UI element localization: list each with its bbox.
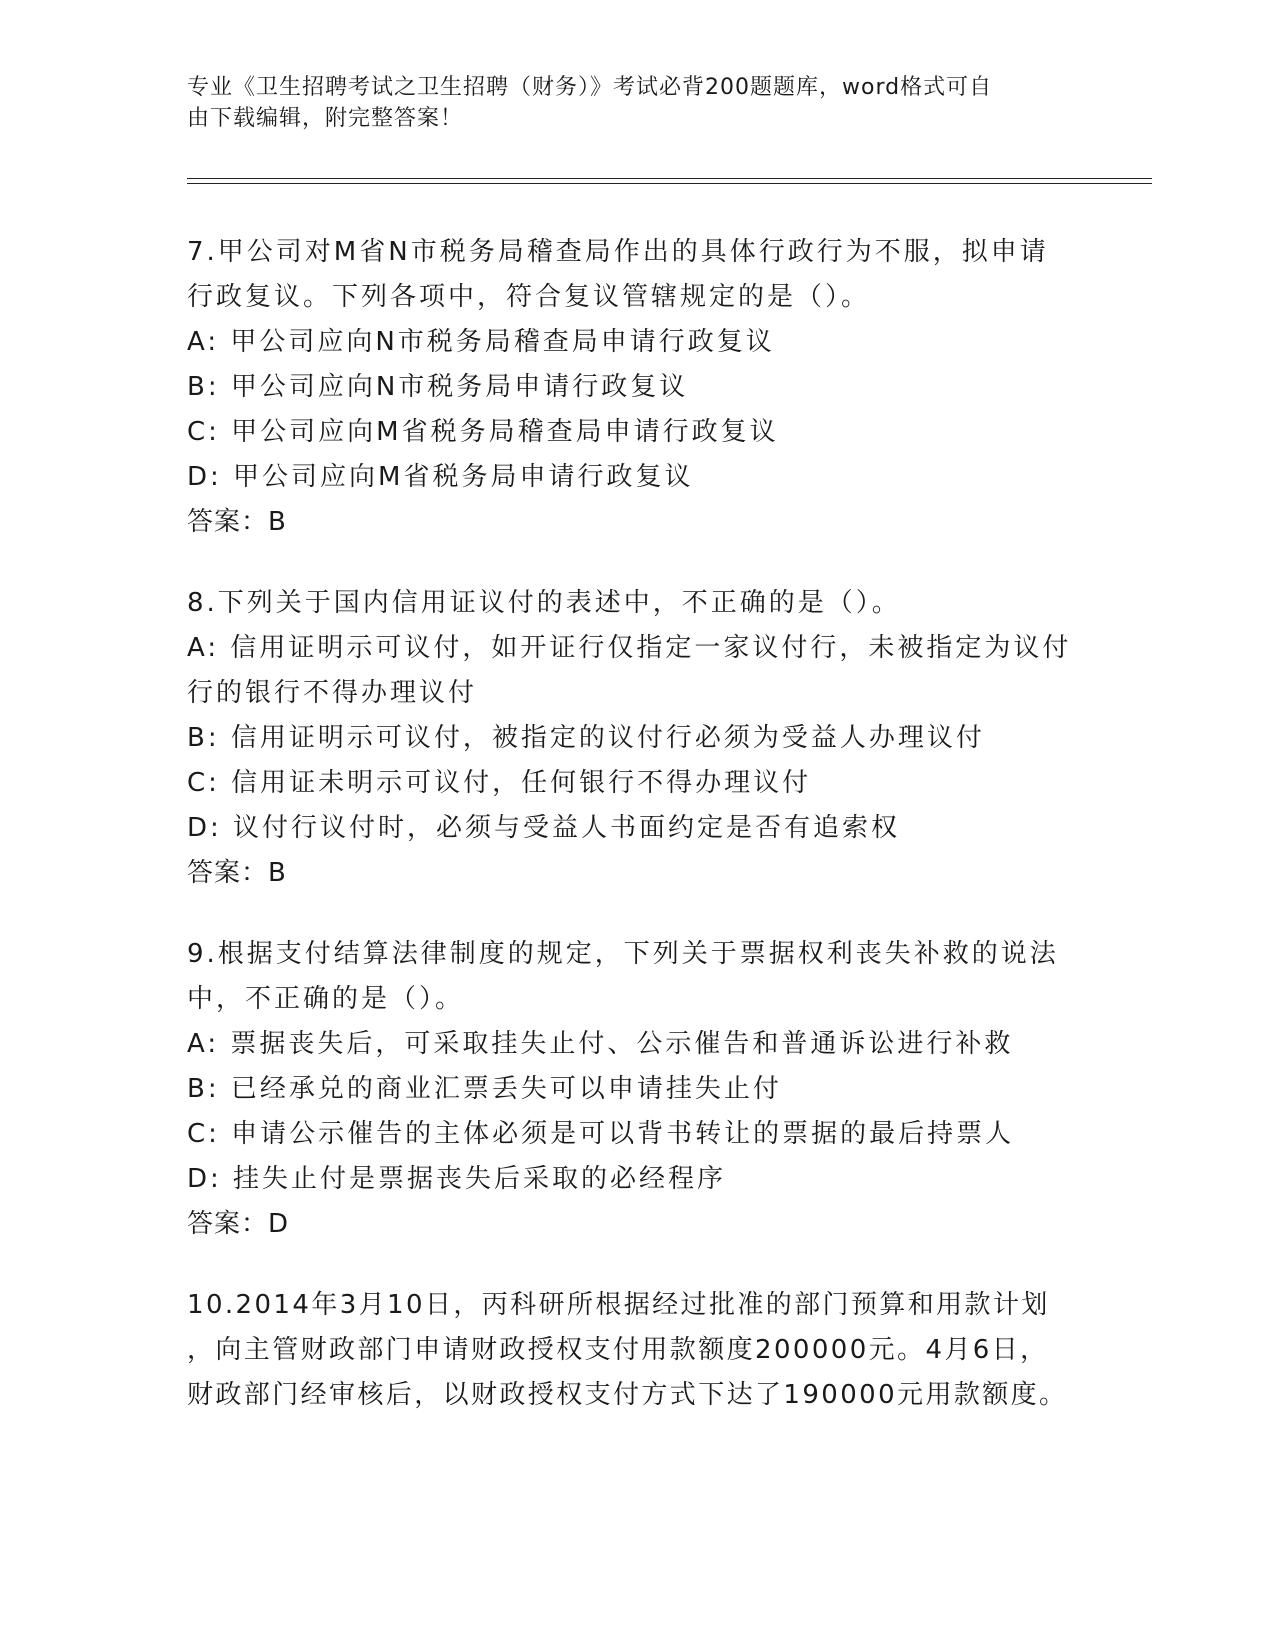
question-stem: 10.2014年3月10日，丙科研所根据经过批准的部门预算和用款计划 [187,1290,1050,1320]
answer: 答案：B [187,507,287,537]
option-b: B: 信用证明示可议付，被指定的议付行必须为受益人办理议付 [187,723,985,753]
question-stem: ，向主管财政部门申请财政授权支付用款额度200000元。4月6日， [187,1335,1049,1365]
header-divider [187,178,1152,179]
option-a-continued: 行的银行不得办理议付 [187,678,478,708]
option-c: C: 甲公司应向M省税务局稽查局申请行政复议 [187,417,779,447]
answer: 答案：B [187,858,287,888]
question-8 [187,581,1187,896]
question-stem: 9.根据支付结算法律制度的规定，下列关于票据权利丧失补救的说法 [187,939,1059,969]
option-a: A: 信用证明示可议付，如开证行仅指定一家议付行，未被指定为议付 [187,633,1072,663]
question-stem: 行政复议。下列各项中，符合复议管辖规定的是（）。 [187,282,871,312]
option-c: C: 申请公示催告的主体必须是可以背书转让的票据的最后持票人 [187,1119,1015,1149]
option-b: B: 已经承兑的商业汇票丢失可以申请挂失止付 [187,1074,782,1104]
question-stem: 中，不正确的是（）。 [187,984,465,1014]
question-7 [187,230,1187,545]
question-list [187,230,1187,1454]
answer: 答案：D [187,1209,290,1239]
header-line: 由下载编辑，附完整答案！ [187,106,464,131]
option-b: B: 甲公司应向N市税务局申请行政复议 [187,372,689,402]
option-d: D: 议付行议付时，必须与受益人书面约定是否有追索权 [187,813,901,843]
question-stem: 8.下列关于国内信用证议付的表述中，不正确的是（）。 [187,588,901,618]
question-10 [187,1283,1187,1418]
header-divider [187,183,1152,184]
option-c: C: 信用证未明示可议付，任何银行不得办理议付 [187,768,812,798]
option-d: D: 甲公司应向M省税务局申请行政复议 [187,462,694,492]
question-stem: 财政部门经审核后，以财政授权支付方式下达了190000元用款额度。 [187,1380,1068,1410]
question-9 [187,932,1187,1247]
question-stem: 7.甲公司对M省N市税务局稽查局作出的具体行政行为不服，拟申请 [187,237,1049,267]
header-line: 专业《卫生招聘考试之卫生招聘（财务）》考试必背200题题库，word格式可自 [187,75,993,100]
option-a: A: 甲公司应向N市税务局稽查局申请行政复议 [187,327,775,357]
option-a: A: 票据丧失后，可采取挂失止付、公示催告和普通诉讼进行补救 [187,1029,1014,1059]
page-header [187,72,1087,134]
option-d: D: 挂失止付是票据丧失后采取的必经程序 [187,1164,727,1194]
